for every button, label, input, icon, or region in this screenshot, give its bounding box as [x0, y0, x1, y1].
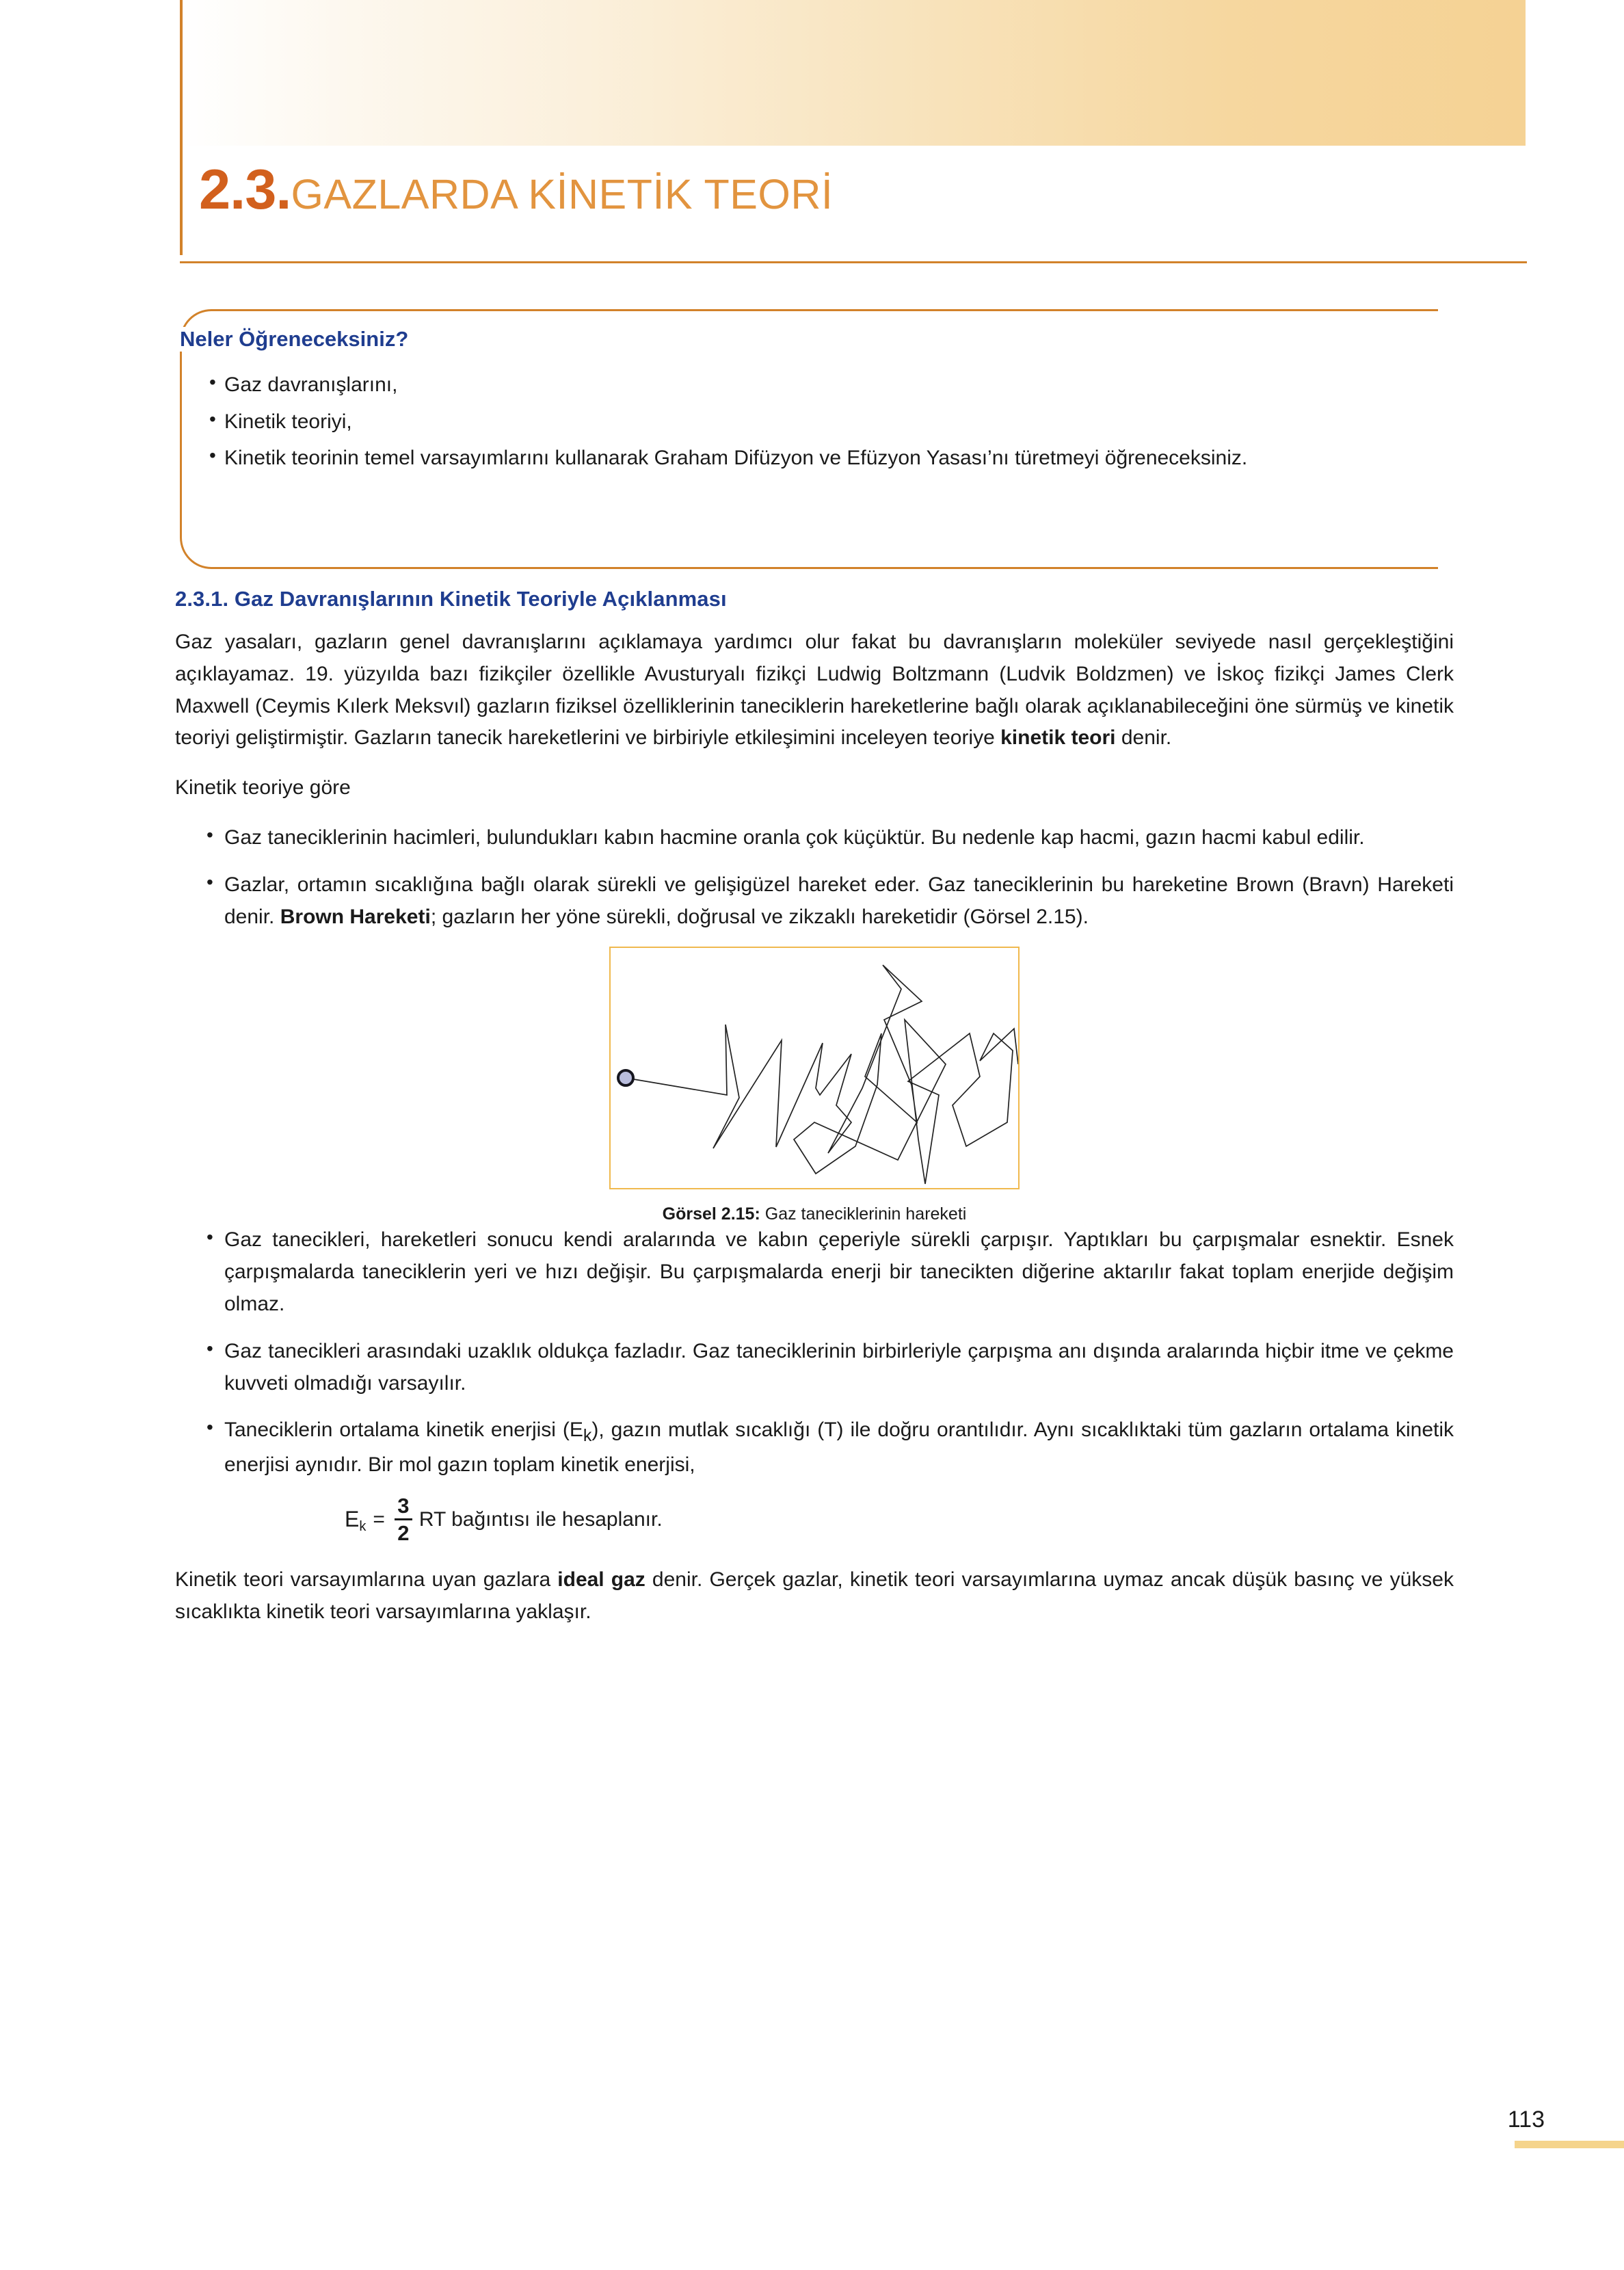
formula-trailing-text: RT bağıntısı ile hesaplanır. — [418, 1507, 663, 1531]
title-left-rule — [180, 159, 183, 255]
brownian-motion-figure — [609, 947, 1020, 1189]
list-item: • Kinetik teoriyi, — [205, 406, 1436, 438]
figure-caption-label: Görsel 2.15: — [662, 1204, 760, 1224]
bullet-text-part2: ), gazın mutlak sıcaklığı (T) ile doğru orantılıdır. Aynı sıcaklıktaki tüm gazların ortalama kinetik enerjisi aynıdır. Bir mol gazın toplam kinetik enerjisi, — [224, 1418, 1454, 1477]
subscript-k: k — [583, 1426, 592, 1446]
footer-accent-bar — [1515, 2141, 1624, 2148]
header-decorative-band — [181, 0, 1526, 146]
page-title — [180, 159, 1534, 255]
bullet-text-part1: Gaz tanecikleri arasındaki uzaklık oldukça fazladır. Gaz taneciklerinin birbirleriyle çarpışma anı dışında aralarında hiçbir itme ve çekme kuvveti olmadığı varsayılır. — [224, 1339, 1454, 1395]
paragraph-bold-term: kinetik teori — [1000, 726, 1116, 750]
list-item — [224, 822, 1454, 854]
zigzag-path-diagram — [611, 948, 1018, 1188]
formula-fraction — [395, 1495, 412, 1544]
section-number: 2.3. — [199, 157, 291, 221]
list-item — [224, 869, 1454, 934]
paragraph-text-part1: Gaz yasaları, gazların genel davranışlarını açıklamaya yardımcı olur fakat bu davranışların moleküler seviyede nasıl gerçekleştiğini açıklayamaz. 19. yüzyılda bazı fizikçiler özellikle Avusturyalı fizikçi Ludwig Boltzmann (Ludvik Boldzmen) ve İskoç fizikçi James Clerk Maxwell (Ceymis Kılerk Meksvıl) gazların fiziksel özelliklerinin taneciklerin hareketlerine bağlı olarak açıklanabileceğini öne sürmüş ve kinetik teoriyi geliştirmiştir. Gazların tanecik hareketlerini ve birbiriyle etkileşimini inceleyen teoriye — [175, 631, 1454, 750]
intro-paragraph — [175, 626, 1454, 754]
bullet-text-part1: Taneciklerin ortalama kinetik enerjisi (E — [224, 1418, 583, 1442]
figure-block — [609, 947, 1020, 1224]
page-number: 113 — [1507, 2107, 1545, 2133]
assumptions-list-bottom — [175, 1224, 1454, 1481]
bullet-text-part1: Gaz tanecikleri, hareketleri sonucu kendi aralarında ve kabın çeperiyle sürekli çarpışır. Yaptıkları bu çarpışmalar esnektir. Esnek çarpışmalarda taneciklerin yeri ve hızı değişir. Bu çarpışmalarda enerji bir tanecikten diğerine aktarılır fakat toplam enerjide değişim olmaz. — [224, 1228, 1454, 1315]
particle-start-dot — [618, 1070, 633, 1085]
list-item: • Kinetik teorinin temel varsayımlarını kullanarak Graham Difüzyon ve Efüzyon Yasası’nı türetmeyi öğreneceksiniz. — [205, 443, 1448, 474]
assumptions-list-top — [175, 822, 1454, 933]
list-item — [224, 1414, 1454, 1481]
bullet-bold-term: Brown Hareketi — [280, 905, 431, 928]
bullet-text-part2: ; gazların her yöne sürekli, doğrusal ve zikzaklı hareketidir (Görsel 2.15). — [430, 905, 1089, 928]
kinetic-energy-formula — [175, 1495, 1454, 1544]
figure-caption-text: Gaz taneciklerinin hareketi — [760, 1204, 967, 1224]
list-item: • Gaz davranışlarını, — [205, 369, 1436, 401]
formula-symbol — [345, 1507, 367, 1535]
main-content — [175, 587, 1454, 1646]
learning-objectives-heading: Neler Öğreneceksiniz? — [174, 327, 416, 352]
closing-text-part1: Kinetik teori varsayımlarına uyan gazlara — [175, 1568, 558, 1592]
formula-symbol-e: E — [345, 1507, 360, 1532]
figure-caption — [609, 1204, 1020, 1224]
list-item — [224, 1336, 1454, 1400]
subsection-heading: 2.3.1. Gaz Davranışlarının Kinetik Teoriyle Açıklanması — [175, 587, 727, 611]
bullet-text-part1: Gazlar, ortamın sıcaklığına bağlı olarak sürekli ve gelişigüzel hareket eder. Gaz taneciklerinin bu hareketine Brown (Bravn) Hareketi denir. — [224, 873, 1454, 928]
kinetic-theory-lead-in: Kinetik teoriye göre — [175, 776, 351, 800]
formula-equals-sign: = — [373, 1507, 385, 1531]
closing-paragraph — [175, 1564, 1454, 1628]
learning-objectives-list — [205, 369, 1436, 479]
paragraph-text-part2: denir. — [1115, 726, 1172, 750]
closing-bold-term: ideal gaz — [557, 1568, 645, 1592]
fraction-numerator: 3 — [397, 1494, 410, 1518]
list-item — [224, 1224, 1454, 1320]
section-title-text: GAZLARDA KİNETİK TEORİ — [291, 171, 834, 217]
formula-symbol-subscript: k — [359, 1519, 367, 1535]
title-underline — [180, 261, 1527, 263]
header-vertical-rule — [180, 0, 183, 179]
closing-text-part2: denir. Gerçek gazlar, kinetik teori varsayımlarına uymaz ancak düşük basınç ve yüksek sıcaklıkta kinetik teori varsayımlarına yaklaşır. — [175, 1568, 1454, 1623]
fraction-denominator: 2 — [397, 1521, 410, 1546]
bullet-text-part1: Gaz taneciklerinin hacimleri, bulundukları kabın hacmine oranla çok küçüktür. Bu nedenle kap hacmi, gazın hacmi kabul edilir. — [224, 826, 1365, 849]
